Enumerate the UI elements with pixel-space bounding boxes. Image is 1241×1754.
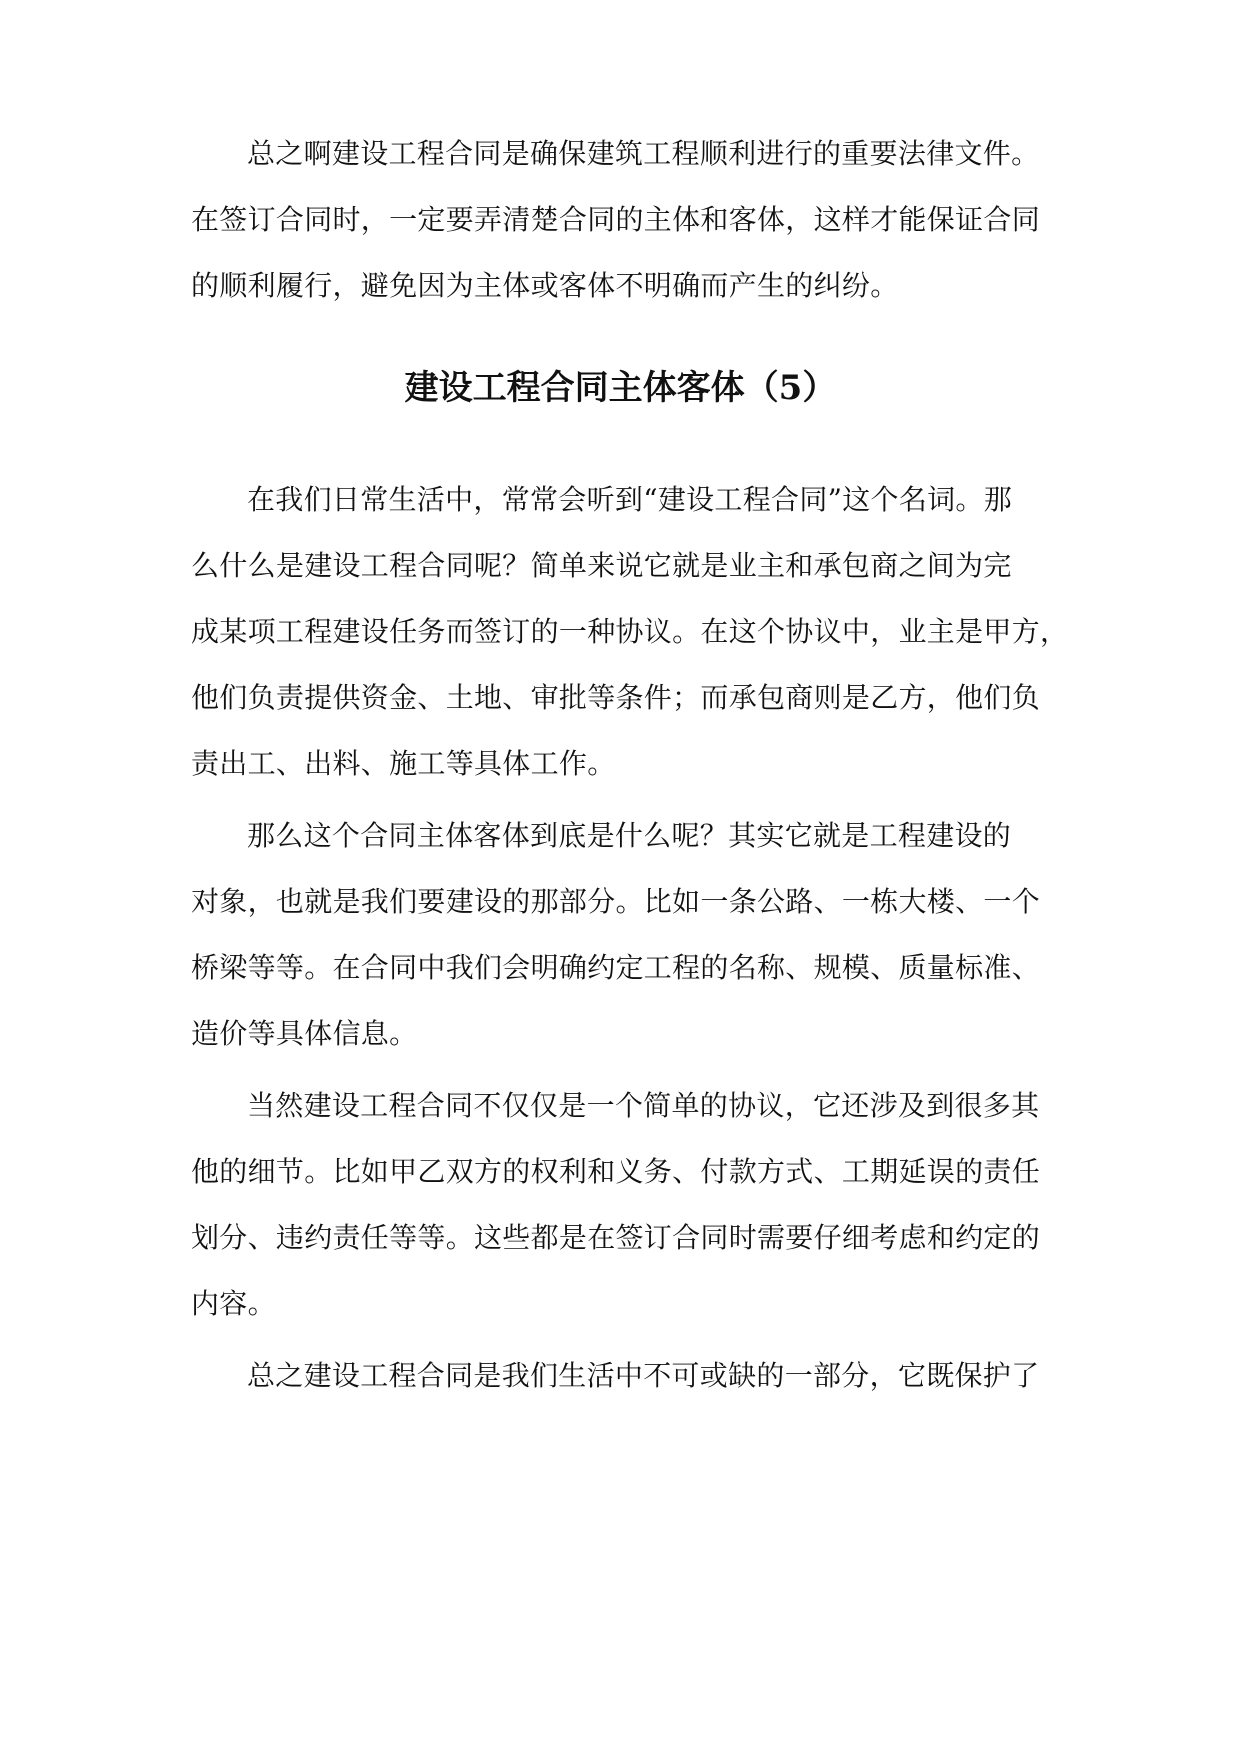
text-line: 在我们日常生活中，常常会听到“建设工程合同”这个名词。那 (247, 483, 1013, 516)
section-title: 建设工程合同主体客体（5） (404, 368, 837, 408)
text-line: 总之啊建设工程合同是确保建筑工程顺利进行的重要法律文件。 (247, 137, 1040, 170)
text-line: 桥梁等等。在合同中我们会明确约定工程的名称、规模、质量标准、 (191, 951, 1041, 984)
text-line: 当然建设工程合同不仅仅是一个简单的协议，它还涉及到很多其 (247, 1089, 1040, 1122)
text-line: 造价等具体信息。 (191, 1017, 418, 1050)
text-line: 成某项工程建设任务而签订的一种协议。在这个协议中，业主是甲方， (191, 615, 1069, 648)
text-line: 那么这个合同主体客体到底是什么呢？其实它就是工程建设的 (247, 819, 1012, 852)
text-line: 他的细节。比如甲乙双方的权利和义务、付款方式、工期延误的责任 (191, 1155, 1041, 1188)
text-line: 他们负责提供资金、土地、审批等条件；而承包商则是乙方，他们负 (191, 681, 1041, 714)
text-line: 内容。 (191, 1287, 276, 1320)
text-line: 责出工、出料、施工等具体工作。 (191, 747, 616, 780)
text-line: 划分、违约责任等等。这些都是在签订合同时需要仔细考虑和约定的 (191, 1221, 1041, 1254)
text-line: 总之建设工程合同是我们生活中不可或缺的一部分，它既保护了 (247, 1359, 1040, 1392)
text-line: 在签订合同时，一定要弄清楚合同的主体和客体，这样才能保证合同 (191, 203, 1041, 236)
text-line: 么什么是建设工程合同呢？简单来说它就是业主和承包商之间为完 (191, 549, 1012, 582)
text-line: 对象，也就是我们要建设的那部分。比如一条公路、一栋大楼、一个 (191, 885, 1041, 918)
text-line: 的顺利履行，避免因为主体或客体不明确而产生的纠纷。 (191, 269, 899, 302)
